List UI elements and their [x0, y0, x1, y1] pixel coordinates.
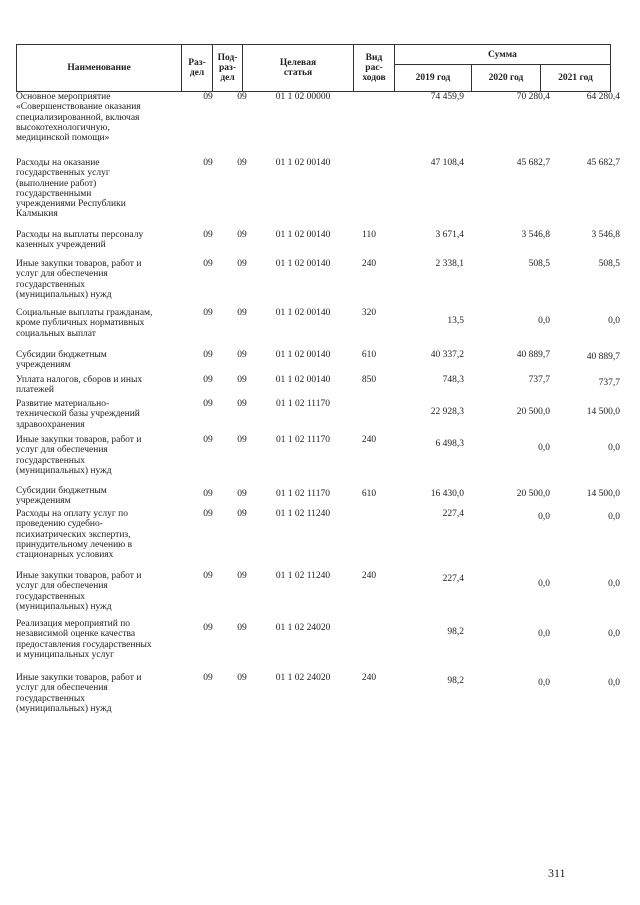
row-podrazdel: 09 [237, 350, 247, 360]
row-podrazdel: 09 [237, 509, 247, 519]
row-razdel: 09 [203, 673, 213, 683]
row-name: Субсидии бюджетным учреждениям [16, 486, 107, 507]
row-celevaya-statya: 01 1 02 00140 [275, 158, 331, 168]
row-sum-2019: 98,2 [447, 627, 464, 637]
row-celevaya-statya: 01 1 02 11170 [276, 489, 330, 499]
row-name: Уплата налогов, сборов и иных платежей [16, 375, 143, 396]
row-name: Расходы на оказание государственных услуг (выполнение работ) государственными учреждениями Республики Калмыкия [16, 158, 126, 220]
header-2020: 2020 год [471, 64, 541, 92]
row-podrazdel: 09 [237, 308, 247, 318]
header-razdel: Раз- дел [181, 44, 213, 92]
row-sum-2019: 227,4 [442, 574, 464, 584]
row-sum-2019: 22 928,3 [430, 407, 464, 417]
row-sum-2020: 0,0 [538, 678, 550, 688]
row-celevaya-statya: 01 1 02 11170 [276, 435, 330, 445]
header-summa: Сумма [394, 44, 611, 65]
row-celevaya-statya: 01 1 02 00140 [275, 308, 331, 318]
row-name: Иные закупки товаров, работ и услуг для обеспечения государственных (муниципальных) нужд [16, 673, 142, 714]
row-celevaya-statya: 01 1 02 00000 [275, 92, 331, 102]
page-number: 311 [548, 866, 566, 880]
row-sum-2020: 737,7 [528, 375, 550, 385]
row-celevaya-statya: 01 1 02 11170 [276, 399, 330, 409]
row-razdel: 09 [203, 92, 213, 102]
row-sum-2020: 0,0 [538, 512, 550, 522]
row-name: Расходы на оплату услуг по проведению судебно- психиатрических экспертиз, принудительному лечению в стационарных условиях [16, 509, 133, 561]
row-sum-2021: 45 682,7 [586, 158, 620, 168]
row-name: Основное мероприятие «Совершенствование оказания специализированной, включая высокотехнологичную, медицинской помощи» [16, 92, 141, 144]
row-celevaya-statya: 01 1 02 11240 [275, 509, 331, 519]
row-vid-rashodov: 240 [361, 571, 377, 581]
row-sum-2020: 45 682,7 [516, 158, 550, 168]
row-sum-2021: 0,0 [608, 579, 620, 589]
row-sum-2019: 16 430,0 [430, 489, 464, 499]
row-podrazdel: 09 [237, 92, 247, 102]
row-name: Реализация мероприятий по независимой оценке качества предоставления государственных и муниципальных услуг [16, 619, 152, 660]
row-name: Социальные выплаты гражданам, кроме публичных нормативных социальных выплат [16, 308, 153, 339]
row-razdel: 09 [203, 308, 213, 318]
row-name: Субсидии бюджетным учреждениям [16, 350, 107, 371]
row-sum-2019: 47 108,4 [430, 158, 464, 168]
row-podrazdel: 09 [237, 259, 247, 269]
row-razdel: 09 [203, 399, 213, 409]
row-sum-2020: 20 500,0 [516, 489, 550, 499]
row-name: Расходы на выплаты персоналу казенных учреждений [16, 230, 144, 251]
header-vid-rashodov: Вид рас- ходов [353, 44, 395, 92]
row-celevaya-statya: 01 1 02 11240 [275, 571, 331, 581]
row-sum-2019: 40 337,2 [430, 350, 464, 360]
row-vid-rashodov: 240 [361, 673, 377, 683]
row-razdel: 09 [203, 623, 213, 633]
row-name: Иные закупки товаров, работ и услуг для обеспечения государственных (муниципальных) нужд [16, 571, 142, 612]
row-sum-2021: 508,5 [598, 259, 620, 269]
table-header [16, 44, 611, 92]
row-celevaya-statya: 01 1 02 00140 [275, 259, 331, 269]
row-sum-2020: 508,5 [528, 259, 550, 269]
row-podrazdel: 09 [237, 399, 247, 409]
row-sum-2020: 40 889,7 [516, 350, 550, 360]
row-sum-2020: 20 500,0 [516, 407, 550, 417]
row-sum-2019: 3 671,4 [435, 230, 464, 240]
header-2021: 2021 год [540, 64, 611, 92]
row-celevaya-statya: 01 1 02 00140 [275, 350, 331, 360]
row-sum-2021: 0,0 [608, 629, 620, 639]
row-sum-2019: 13,5 [447, 316, 464, 326]
row-podrazdel: 09 [237, 623, 247, 633]
row-podrazdel: 09 [237, 489, 247, 499]
row-sum-2021: 737,7 [598, 378, 620, 388]
row-razdel: 09 [203, 509, 213, 519]
row-sum-2021: 0,0 [608, 678, 620, 688]
row-sum-2021: 40 889,7 [586, 352, 620, 362]
row-celevaya-statya: 01 1 02 24020 [275, 623, 331, 633]
row-sum-2021: 64 280,4 [586, 92, 620, 102]
row-celevaya-statya: 01 1 02 00140 [275, 230, 331, 240]
row-razdel: 09 [203, 259, 213, 269]
row-sum-2019: 227,4 [442, 509, 464, 519]
row-razdel: 09 [203, 571, 213, 581]
row-sum-2020: 0,0 [538, 579, 550, 589]
row-sum-2020: 0,0 [538, 316, 550, 326]
row-sum-2019: 2 338,1 [435, 259, 464, 269]
row-sum-2021: 14 500,0 [586, 407, 620, 417]
row-sum-2021: 0,0 [608, 512, 620, 522]
row-sum-2020: 70 280,4 [516, 92, 550, 102]
row-celevaya-statya: 01 1 02 24020 [275, 673, 331, 683]
row-name: Иные закупки товаров, работ и услуг для обеспечения государственных (муниципальных) нужд [16, 435, 142, 476]
row-sum-2021: 0,0 [608, 316, 620, 326]
header-name: Наименование [16, 44, 182, 92]
row-vid-rashodov: 610 [361, 350, 377, 360]
row-celevaya-statya: 01 1 02 00140 [275, 375, 331, 385]
row-podrazdel: 09 [237, 230, 247, 240]
row-razdel: 09 [203, 230, 213, 240]
row-podrazdel: 09 [237, 435, 247, 445]
row-sum-2021: 14 500,0 [586, 489, 620, 499]
row-podrazdel: 09 [237, 571, 247, 581]
row-sum-2019: 748,3 [442, 375, 464, 385]
row-vid-rashodov: 610 [361, 489, 377, 499]
row-sum-2021: 3 546,8 [591, 230, 620, 240]
row-razdel: 09 [203, 435, 213, 445]
header-podrazdel: Под- раз- дел [212, 44, 243, 92]
row-razdel: 09 [203, 158, 213, 168]
row-razdel: 09 [203, 375, 213, 385]
row-razdel: 09 [203, 350, 213, 360]
row-sum-2020: 3 546,8 [521, 230, 550, 240]
row-sum-2020: 0,0 [538, 443, 550, 453]
header-celevaya-statya: Целевая статья [242, 44, 354, 92]
row-vid-rashodov: 110 [362, 230, 376, 240]
row-vid-rashodov: 850 [361, 375, 377, 385]
row-sum-2019: 74 459,9 [430, 92, 464, 102]
row-razdel: 09 [203, 489, 213, 499]
row-podrazdel: 09 [237, 158, 247, 168]
row-podrazdel: 09 [237, 375, 247, 385]
row-vid-rashodov: 240 [361, 259, 377, 269]
row-sum-2020: 0,0 [538, 629, 550, 639]
row-name: Развитие материально- технической базы учреждений здравоохранения [16, 399, 140, 430]
row-vid-rashodov: 320 [361, 308, 377, 318]
row-vid-rashodov: 240 [361, 435, 377, 445]
row-sum-2019: 6 498,3 [435, 439, 464, 449]
row-sum-2021: 0,0 [608, 443, 620, 453]
row-podrazdel: 09 [237, 673, 247, 683]
row-name: Иные закупки товаров, работ и услуг для обеспечения государственных (муниципальных) нужд [16, 259, 142, 300]
header-2019: 2019 год [394, 64, 472, 92]
row-sum-2019: 98,2 [447, 676, 464, 686]
